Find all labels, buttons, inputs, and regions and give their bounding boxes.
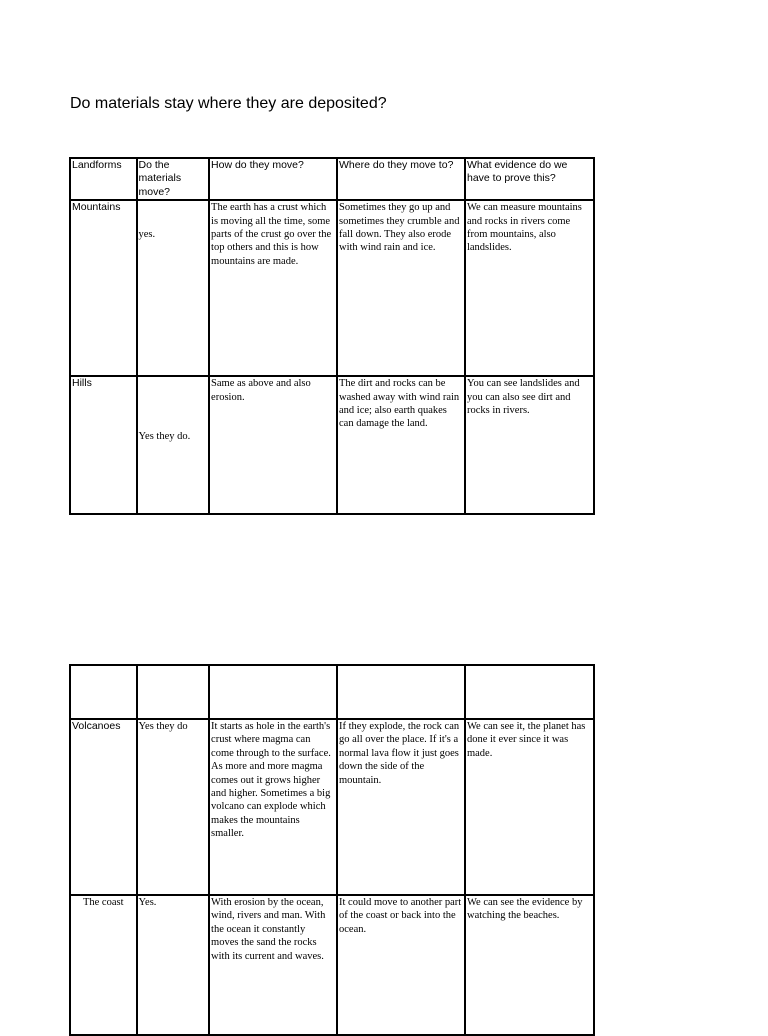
where-cell: If they explode, the rock can go all over the place. If it's a normal lava flow it just goes down the side of the mountain. [337, 719, 465, 895]
move-cell: yes. [137, 200, 210, 376]
landform-cell: Hills [70, 376, 137, 514]
landform-cell: Mountains [70, 200, 137, 376]
move-cell: Yes they do [137, 719, 210, 895]
evidence-cell: We can see it, the planet has done it ever since it was made. [465, 719, 594, 895]
move-cell: Yes they do. [137, 376, 210, 514]
header-materials-move: Do the materials move? [137, 158, 210, 200]
where-cell: Sometimes they go up and sometimes they crumble and fall down. They also erode with wind rain and ice. [337, 200, 465, 376]
empty-cell [465, 665, 594, 719]
how-cell: With erosion by the ocean, wind, rivers and man. With the ocean it constantly moves the sand the rocks with its current and waves. [209, 895, 337, 1035]
evidence-cell: We can see the evidence by watching the beaches. [465, 895, 594, 1035]
evidence-cell: We can measure mountains and rocks in rivers come from mountains, also landslides. [465, 200, 594, 376]
landforms-table-2 [69, 664, 595, 1036]
landform-cell: The coast [70, 895, 137, 1035]
evidence-cell: You can see landslides and you can also see dirt and rocks in rivers. [465, 376, 594, 514]
empty-cell [137, 665, 210, 719]
table-row [70, 719, 594, 895]
table-row [70, 895, 594, 1035]
table-row [70, 376, 594, 514]
page-title: Do materials stay where they are deposited? [70, 95, 387, 112]
where-cell: The dirt and rocks can be washed away with wind rain and ice; also earth quakes can damage the land. [337, 376, 465, 514]
empty-header-row [70, 665, 594, 719]
empty-cell [337, 665, 465, 719]
header-evidence: What evidence do we have to prove this? [465, 158, 594, 200]
table-row [70, 200, 594, 376]
header-where-move: Where do they move to? [337, 158, 465, 200]
empty-cell [70, 665, 137, 719]
where-cell: It could move to another part of the coast or back into the ocean. [337, 895, 465, 1035]
landforms-table-1 [69, 157, 595, 515]
how-cell: Same as above and also erosion. [209, 376, 337, 514]
how-cell: It starts as hole in the earth's crust where magma can come through to the surface. As more and more magma comes out it grows higher and higher. Sometimes a big volcano can explode which makes the mountains smaller. [209, 719, 337, 895]
header-landforms: Landforms [70, 158, 137, 200]
landform-cell: Volcanoes [70, 719, 137, 895]
table-header-row [70, 158, 594, 200]
header-how-move: How do they move? [209, 158, 337, 200]
how-cell: The earth has a crust which is moving all the time, some parts of the crust go over the top others and this is how mountains are made. [209, 200, 337, 376]
empty-cell [209, 665, 337, 719]
move-cell: Yes. [137, 895, 210, 1035]
